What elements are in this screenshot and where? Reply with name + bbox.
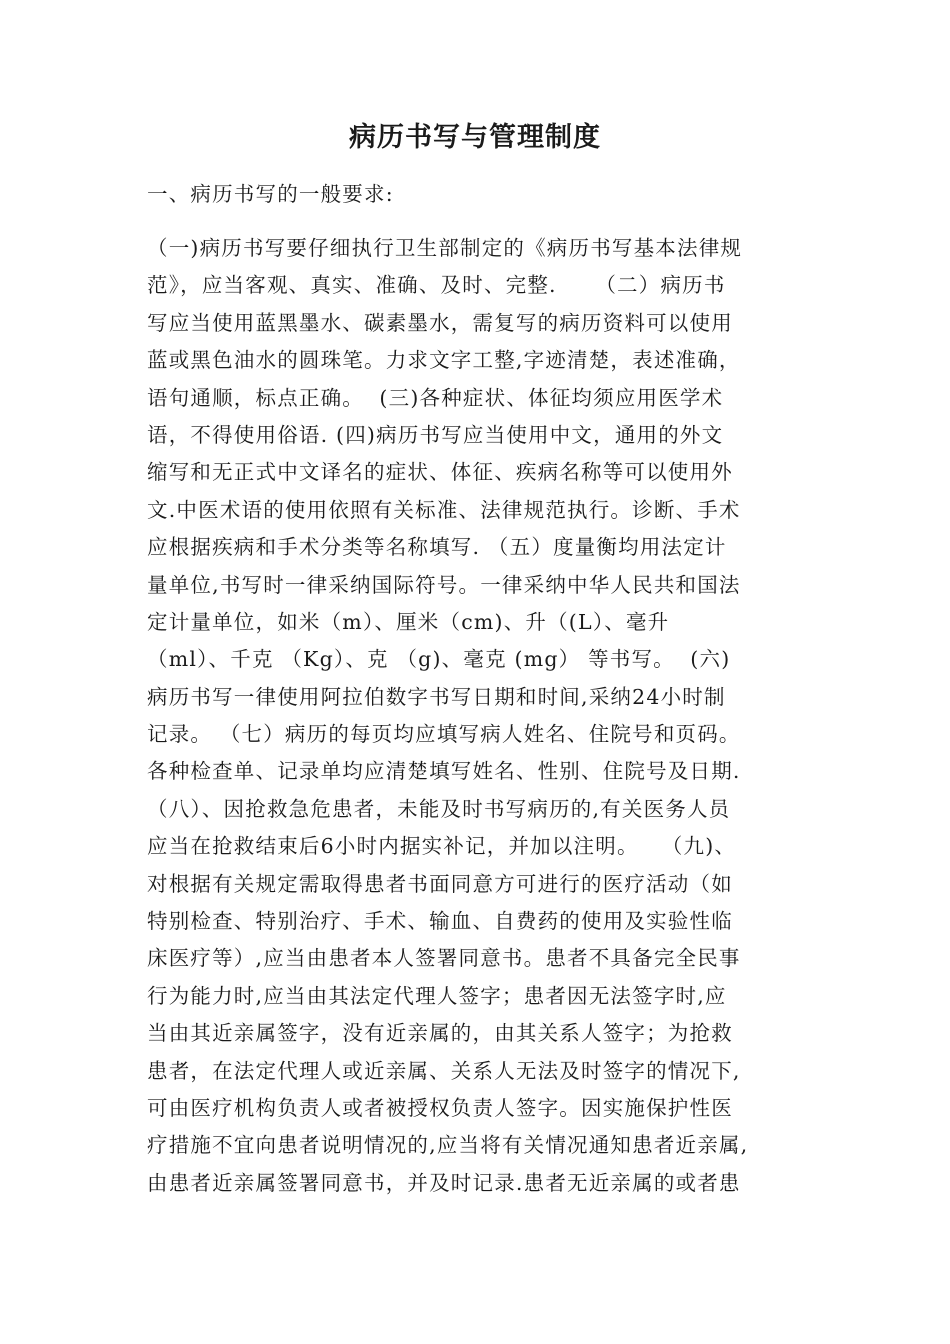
body-line: 范》，应当客观、真实、准确、及时、完整. （二）病历书 bbox=[147, 273, 726, 298]
body-line: 文.中医术语的使用依照有关标准、法律规范执行。诊断、手术 bbox=[147, 497, 741, 522]
body-line: 记录。 （七）病历的每页均应填写病人姓名、住院号和页码。 bbox=[147, 722, 741, 747]
document-title: 病历书写与管理制度 bbox=[349, 122, 601, 153]
body-line: 可由医疗机构负责人或者被授权负责人签字。因实施保护性医 bbox=[147, 1095, 733, 1120]
body-line: 当由其近亲属签字，没有近亲属的，由其关系人签字；为抢救 bbox=[147, 1021, 733, 1046]
body-text bbox=[147, 230, 807, 1202]
body-line: 应根据疾病和手术分类等名称填写. （五）度量衡均用法定计 bbox=[147, 535, 727, 560]
body-line: 病历书写一律使用阿拉伯数字书写日期和时间,采纳24小时制 bbox=[147, 684, 726, 709]
body-line: 写应当使用蓝黑墨水、碳素墨水，需复写的病历资料可以使用 bbox=[147, 310, 733, 335]
body-line: 定计量单位，如米（m）、厘米（cm)、升（(L）、毫升 bbox=[147, 609, 670, 634]
body-line: 应当在抢救结束后6小时内据实补记，并加以注明。 （九)、 bbox=[147, 834, 737, 859]
body-line: 患者，在法定代理人或近亲属、关系人无法及时签字的情况下, bbox=[147, 1058, 741, 1083]
body-line: 疗措施不宜向患者说明情况的,应当将有关情况通知患者近亲属, bbox=[147, 1133, 749, 1158]
body-line: （八）、因抢救急危患者，未能及时书写病历的,有关医务人员 bbox=[147, 796, 731, 821]
body-line: 蓝或黑色油水的圆珠笔。力求文字工整,字迹清楚，表述准确， bbox=[147, 348, 741, 373]
body-line: 床医疗等）,应当由患者本人签署同意书。患者不具备完全民事 bbox=[147, 946, 741, 971]
body-line: 特别检查、特别治疗、手术、输血、自费药的使用及实验性临 bbox=[147, 909, 733, 934]
body-line: 语句通顺，标点正确。 (三)各种症状、体征均须应用医学术 bbox=[147, 385, 724, 410]
body-line: 量单位,书写时一律采纳国际符号。一律采纳中华人民共和国法 bbox=[147, 572, 741, 597]
body-line: 对根据有关规定需取得患者书面同意方可进行的医疗活动（如 bbox=[147, 871, 733, 896]
body-line: 各种检查单、记录单均应清楚填写姓名、性别、住院号及日期. bbox=[147, 759, 741, 784]
body-line: 由患者近亲属签署同意书，并及时记录.患者无近亲属的或者患 bbox=[147, 1170, 741, 1195]
body-line: 缩写和无正式中文译名的症状、体征、疾病名称等可以使用外 bbox=[147, 460, 733, 485]
body-line: 行为能力时,应当由其法定代理人签字；患者因无法签字时,应 bbox=[147, 983, 727, 1008]
section-heading: 一、病历书写的一般要求: bbox=[147, 182, 394, 206]
body-line: （ml）、千克 （Kg）、克 （g)、毫克 (mg） 等书写。 (六) bbox=[147, 647, 731, 672]
body-line: （一)病历书写要仔细执行卫生部制定的《病历书写基本法律规 bbox=[147, 236, 743, 260]
body-line: 语，不得使用俗语. (四)病历书写应当使用中文，通用的外文 bbox=[147, 422, 724, 447]
